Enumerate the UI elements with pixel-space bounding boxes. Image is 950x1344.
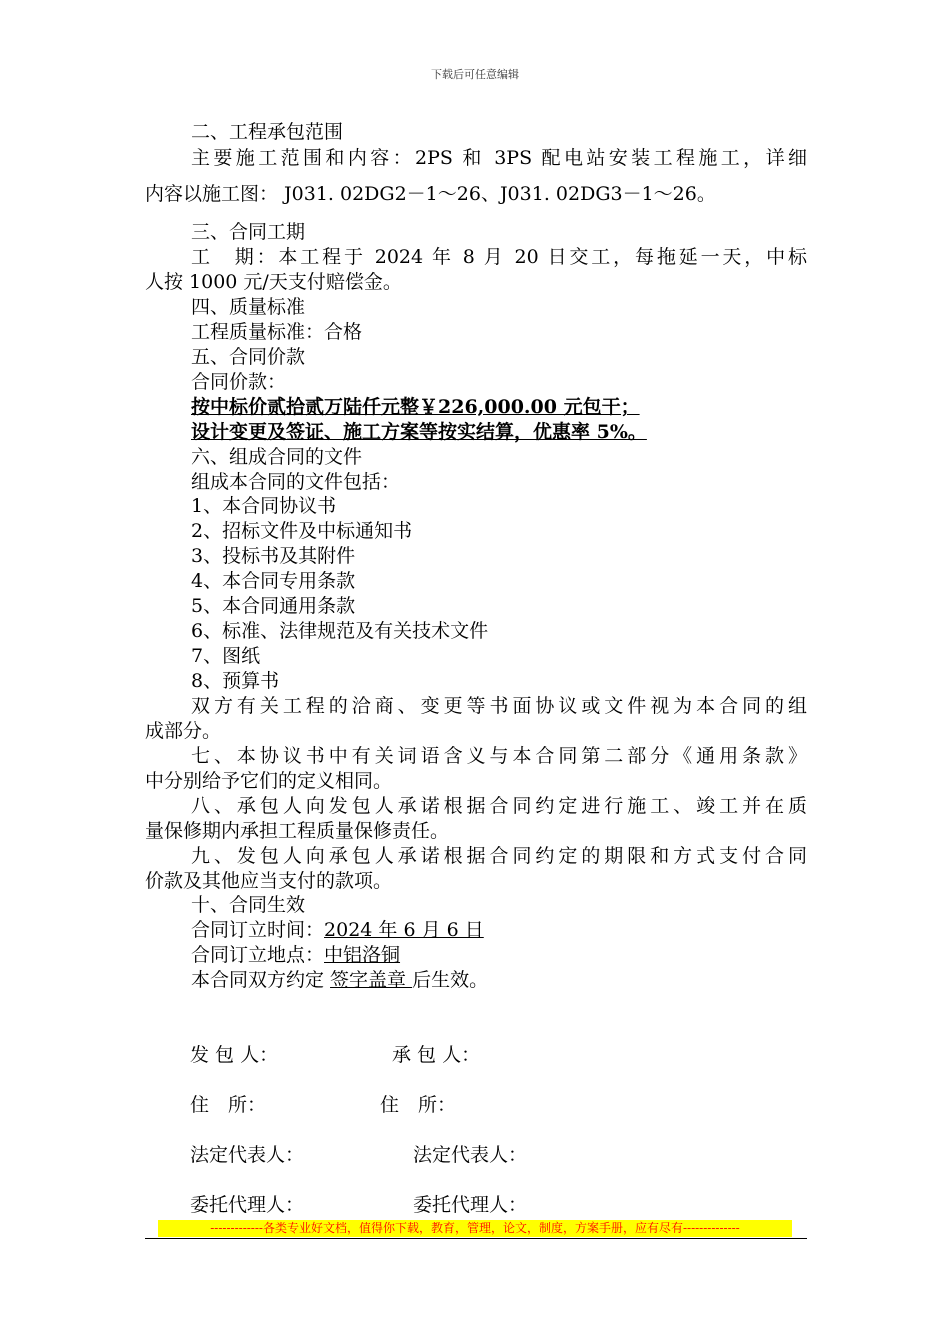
section-2-title: 二、工程承包范围 <box>191 121 344 143</box>
contractor-rep-label: 法定代表人： <box>413 1144 528 1166</box>
section-5-price-line-2 <box>145 420 807 444</box>
section-9-line-2: 价款及其他应当支付的款项。 <box>145 870 393 892</box>
price-text: 按中标价贰拾贰万陆仟元整￥226,000.00 元包干； <box>191 396 640 418</box>
sign-time-value: 2024 年 6 月 6 日 <box>324 919 484 941</box>
section-3-body-line-1: 工 期：本工程于 2024 年 8 月 20 日交工，每拖延一天，中标 <box>191 246 807 268</box>
sign-place <box>145 943 807 967</box>
section-8-line-2: 量保修期内承担工程质量保修责任。 <box>145 820 450 842</box>
section-10-title: 十、合同生效 <box>191 894 306 916</box>
section-4-body: 工程质量标准：合格 <box>191 321 363 343</box>
header-note: 下载后可任意编辑 <box>431 68 519 81</box>
footer-divider <box>145 1238 807 1239</box>
section-7-line-2: 中分别给予它们的定义相同。 <box>145 770 393 792</box>
section-4-title: 四、质量标准 <box>191 296 306 318</box>
settlement-text: 设计变更及签证、施工方案等按实结算，优惠率 5%。 <box>191 421 647 443</box>
list-item: 5、本合同通用条款 <box>191 595 356 617</box>
footer-banner: -------------各类专业好文档，值得你下载，教育，管理，论文，制度，方案手册，应有尽有-------------- <box>158 1220 792 1237</box>
effect-value: 签字盖章 <box>330 969 413 991</box>
section-8-line-1: 八、承包人向发包人承诺根据合同约定进行施工、竣工并在质 <box>191 795 807 817</box>
section-5-title: 五、合同价款 <box>191 346 306 368</box>
section-3-title: 三、合同工期 <box>191 221 306 243</box>
effect-clause <box>145 968 807 992</box>
list-item: 4、本合同专用条款 <box>191 570 356 592</box>
list-item: 7、图纸 <box>191 645 261 667</box>
list-item: 3、投标书及其附件 <box>191 545 356 567</box>
section-6-note-line-1: 双方有关工程的洽商、变更等书面协议或文件视为本合同的组 <box>191 695 807 717</box>
section-5-price-line-1 <box>145 395 807 419</box>
sign-time <box>145 918 807 942</box>
list-item: 8、预算书 <box>191 670 280 692</box>
section-2-body-line-1: 主要施工范围和内容：2PS 和 3PS 配电站安装工程施工，详细 <box>191 147 807 169</box>
section-6-title: 六、组成合同的文件 <box>191 446 363 468</box>
contractor-label: 承 包 人： <box>392 1044 481 1066</box>
employer-address-label: 住 所： <box>190 1094 267 1116</box>
effect-suffix: 后生效。 <box>412 969 489 991</box>
section-6-note-line-2: 成部分。 <box>145 720 222 742</box>
sign-place-label: 合同订立地点： <box>191 944 325 966</box>
list-item: 1、本合同协议书 <box>191 495 337 517</box>
employer-label: 发 包 人： <box>190 1044 279 1066</box>
list-item: 6、标准、法律规范及有关技术文件 <box>191 620 489 642</box>
effect-prefix: 本合同双方约定 <box>191 969 331 991</box>
list-item: 2、招标文件及中标通知书 <box>191 520 413 542</box>
section-6-intro: 组成本合同的文件包括： <box>191 471 401 493</box>
section-9-line-1: 九、发包人向承包人承诺根据合同约定的期限和方式支付合同 <box>191 845 807 867</box>
sign-place-value: 中铝洛铜 <box>324 944 401 966</box>
section-2-body-line-2: 内容以施工图： J031. 02DG2－1～26、J031. 02DG3－1～26。 <box>145 183 716 205</box>
sign-time-label: 合同订立时间： <box>191 919 325 941</box>
section-7-line-1: 七、本协议书中有关词语含义与本合同第二部分《通用条款》 <box>191 745 807 767</box>
employer-rep-label: 法定代表人： <box>190 1144 305 1166</box>
employer-agent-label: 委托代理人： <box>190 1194 305 1216</box>
contractor-agent-label: 委托代理人： <box>413 1194 528 1216</box>
section-5-body: 合同价款： <box>191 371 287 393</box>
contractor-address-label: 住 所： <box>380 1094 457 1116</box>
section-3-body-line-2: 人按 1000 元/天支付赔偿金。 <box>145 271 402 293</box>
